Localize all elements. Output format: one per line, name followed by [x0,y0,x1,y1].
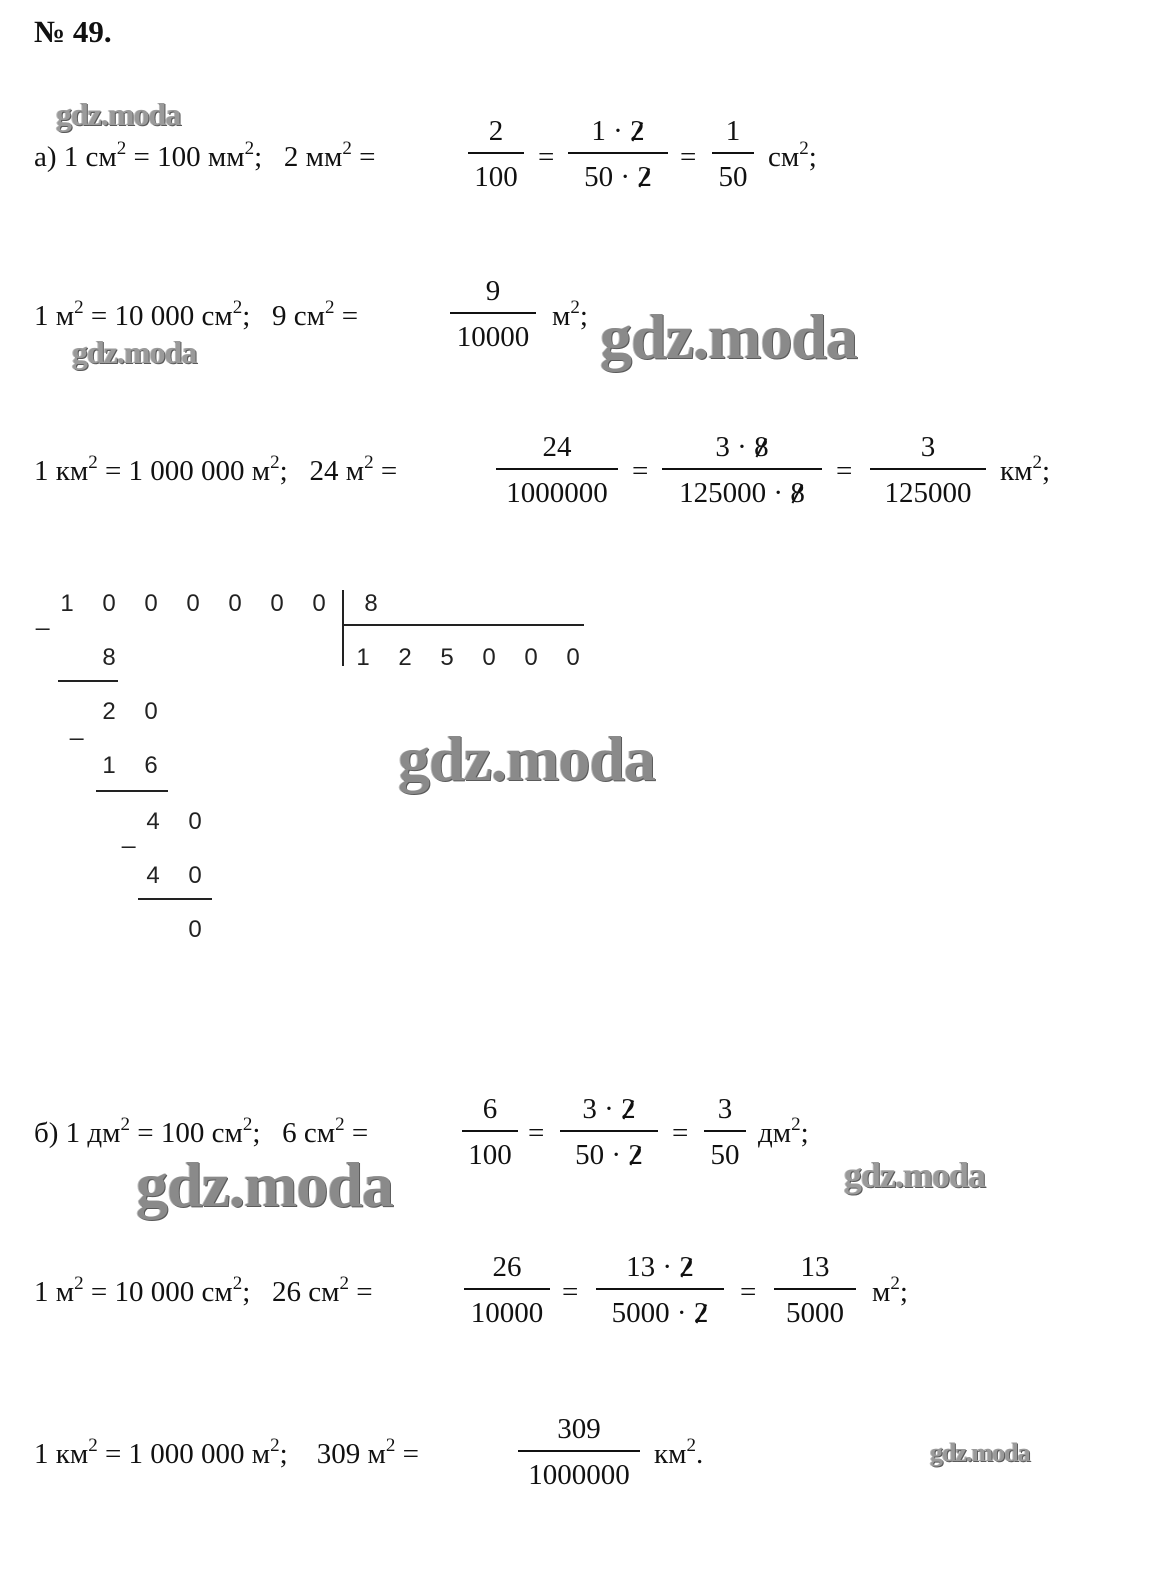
unit: $м^2$; [552,297,588,332]
equals-sign: = [740,1276,757,1308]
watermark: gdz.moda [56,96,181,132]
equation-b1-left: б) 1 $дм^2 = 100$ $см^2$; 6 $см^2$ = [34,1114,369,1149]
equals-sign: = [528,1117,545,1149]
quotient-row: 1 2 5 0 0 0 [356,644,580,671]
fraction: 309 1000000 [518,1412,640,1492]
fraction: 24 1000000 [496,430,618,510]
fraction: 3 50 [704,1092,746,1172]
equals-sign: = [538,141,555,173]
part-label: а) [34,141,57,173]
unit: $м^2$; [872,1273,908,1308]
minus-sign: _ [36,604,50,631]
remainder: 0 [188,916,202,943]
fraction: 2 100 [468,114,524,194]
equals-sign: = [836,455,853,487]
fraction: 3 · 8 125000 · 8 [662,430,822,510]
equation-a1-left: а) 1 $см^2 = 100$ $мм^2$; 2 $мм^2$ = [34,138,376,173]
fraction: 1 50 [712,114,754,194]
step-row: 2 0 [102,698,158,725]
equals-sign: = [672,1117,689,1149]
watermark: gdz.moda [398,723,655,794]
fraction: 6 100 [462,1092,518,1172]
equals-sign: = [680,141,697,173]
equals-sign: = [562,1276,579,1308]
watermark: gdz.moda [72,334,197,370]
equals-sign: = [632,455,649,487]
step-underline [96,790,168,792]
fraction: 3 125000 [870,430,986,510]
watermark: gdz.moda [136,1149,393,1220]
step-row: 4 0 [146,862,202,889]
equation-a2-left: 1 $м^2 = 10$ 000 $см^2$; 9 $см^2$ = [34,297,359,332]
fraction: 13 · 2 5000 · 2 [596,1250,724,1330]
fraction: 3 · 2 50 · 2 [560,1092,658,1172]
unit: $км^2$; [1000,452,1051,487]
part-label: б) [34,1117,59,1149]
fraction: 13 5000 [774,1250,856,1330]
exercise-number: № 49. [34,14,112,49]
step-underline [138,898,212,900]
fraction: 1 · 2 50 · 2 [568,114,668,194]
division-horizontal-line [342,624,584,626]
divisor: 8 [364,590,378,617]
unit: $дм^2$; [758,1114,809,1149]
equation-b3-left: 1 $км^2 = 1$ 000 000 $м^2$; 309 $м^2$ = [34,1435,419,1470]
dividend-row: 1 0 0 0 0 0 0 [60,590,326,617]
minus-sign: _ [122,822,136,849]
step-row: 8 [102,644,116,671]
fraction: 26 10000 [464,1250,550,1330]
fraction: 9 10000 [450,274,536,354]
equation-a3-left: 1 $км^2 = 1$ 000 000 $м^2$; 24 $м^2$ = [34,452,398,487]
equation-b2-left: 1 $м^2 = 10$ 000 $см^2$; 26 $см^2$ = [34,1273,373,1308]
unit: $см^2$; [768,138,817,173]
step-row: 1 6 [102,752,158,779]
unit: $км^2$. [654,1435,704,1470]
watermark: gdz.moda [930,1438,1030,1467]
step-row: 4 0 [146,808,202,835]
minus-sign: _ [70,714,84,741]
watermark: gdz.moda [600,301,857,372]
step-underline [58,680,118,682]
watermark: gdz.moda [844,1155,986,1195]
